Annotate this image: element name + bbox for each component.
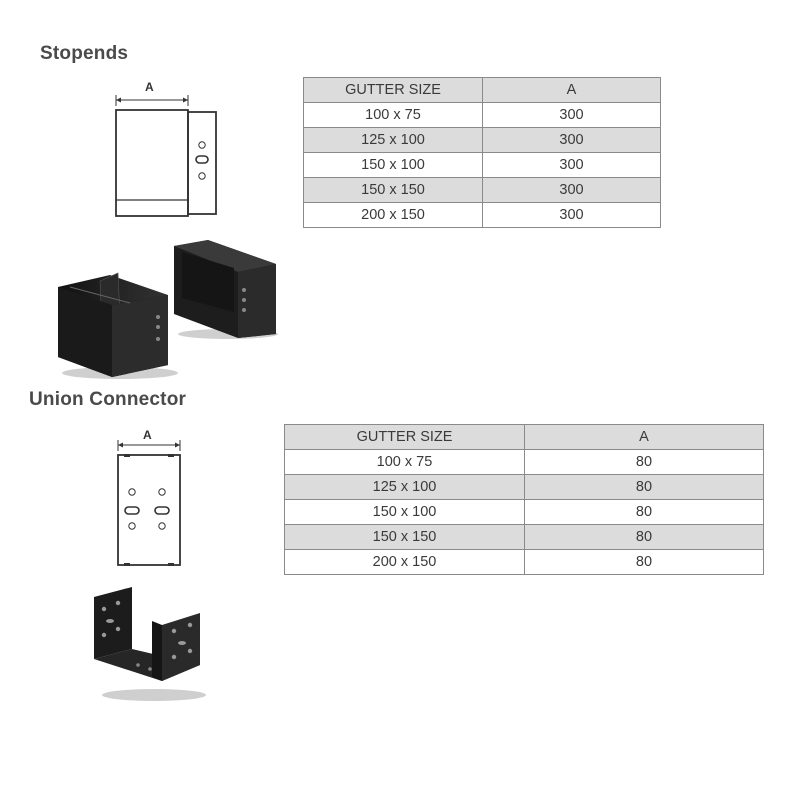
stopends-diagram	[100, 78, 230, 228]
table-row	[304, 103, 661, 128]
table-row	[285, 475, 764, 500]
table-row	[304, 203, 661, 228]
table-row	[304, 153, 661, 178]
gutter-size-cell: 150 x 150	[285, 525, 525, 550]
gutter-size-cell: 200 x 150	[304, 203, 483, 228]
a-value-cell: 80	[525, 450, 764, 475]
stopends-dimension-label: A	[145, 80, 154, 94]
union-connector-product-image	[88, 585, 210, 703]
gutter-size-cell: 125 x 100	[304, 128, 483, 153]
gutter-size-cell: 150 x 150	[304, 178, 483, 203]
column-header-a: A	[483, 78, 661, 103]
a-value-cell: 300	[483, 128, 661, 153]
union-connector-diagram	[110, 425, 190, 570]
gutter-size-cell: 100 x 75	[285, 450, 525, 475]
table-row	[304, 128, 661, 153]
a-value-cell: 300	[483, 103, 661, 128]
a-value-cell: 300	[483, 153, 661, 178]
column-header-gutter-size: GUTTER SIZE	[285, 425, 525, 450]
table-row	[285, 450, 764, 475]
gutter-size-cell: 125 x 100	[285, 475, 525, 500]
union-connector-size-table	[284, 424, 764, 575]
gutter-size-cell: 150 x 100	[304, 153, 483, 178]
stopend-product-image-left	[50, 265, 185, 380]
table-row	[285, 550, 764, 575]
column-header-gutter-size: GUTTER SIZE	[304, 78, 483, 103]
table-row	[285, 525, 764, 550]
gutter-size-cell: 200 x 150	[285, 550, 525, 575]
a-value-cell: 300	[483, 203, 661, 228]
stopends-size-table	[303, 77, 661, 228]
stopend-product-image-right	[168, 238, 280, 340]
a-value-cell: 80	[525, 550, 764, 575]
table-row	[304, 178, 661, 203]
union-connector-title: Union Connector	[29, 389, 187, 410]
table-row	[285, 500, 764, 525]
stopends-title: Stopends	[40, 43, 129, 64]
a-value-cell: 80	[525, 525, 764, 550]
table-header-row	[285, 425, 764, 450]
a-value-cell: 300	[483, 178, 661, 203]
union-dimension-label: A	[143, 428, 152, 442]
a-value-cell: 80	[525, 475, 764, 500]
table-header-row	[304, 78, 661, 103]
a-value-cell: 80	[525, 500, 764, 525]
column-header-a: A	[525, 425, 764, 450]
gutter-size-cell: 100 x 75	[304, 103, 483, 128]
gutter-size-cell: 150 x 100	[285, 500, 525, 525]
